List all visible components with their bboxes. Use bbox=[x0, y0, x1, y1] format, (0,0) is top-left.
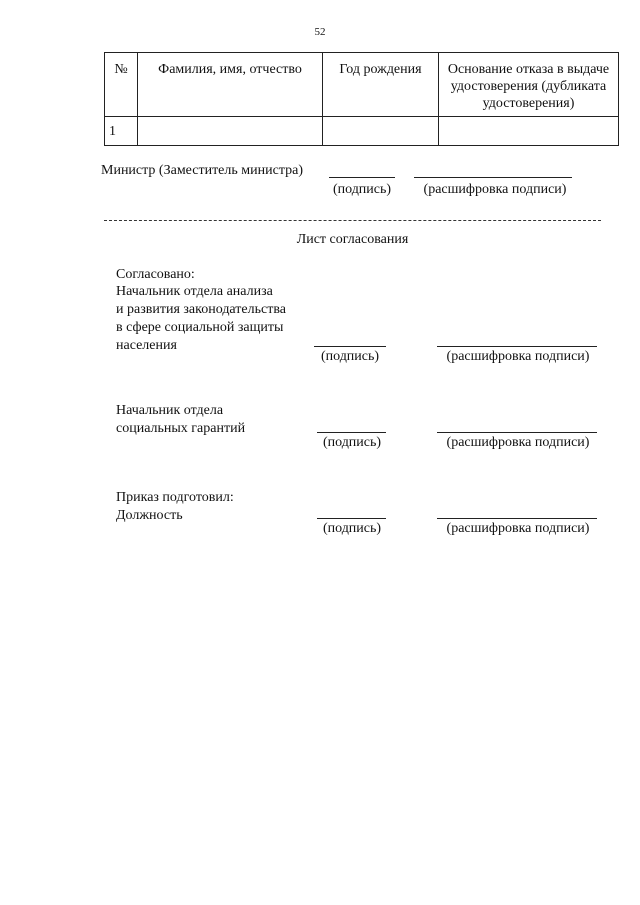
table-cell-refusal-reason bbox=[439, 117, 619, 146]
approval-position-1 bbox=[116, 283, 286, 355]
decode-line bbox=[437, 518, 597, 519]
minister-decode-caption: (расшифровка подписи) bbox=[423, 182, 567, 197]
signature-line bbox=[317, 518, 386, 519]
table-header-row bbox=[105, 53, 619, 117]
cut-line-divider bbox=[104, 220, 601, 221]
position-line: Приказ подготовил: bbox=[116, 490, 234, 505]
signature-line bbox=[317, 432, 386, 433]
approval-sheet-title: Лист согласования bbox=[296, 232, 409, 247]
header-number: № bbox=[105, 53, 138, 117]
header-birth-year: Год рождения bbox=[323, 53, 439, 117]
position-line: социальных гарантий bbox=[116, 421, 246, 436]
minister-signature-line bbox=[329, 177, 395, 178]
decode-line bbox=[437, 346, 597, 347]
minister-decode-line bbox=[414, 177, 572, 178]
signature-caption: (подпись) bbox=[320, 349, 380, 364]
position-line: населения bbox=[116, 338, 177, 353]
position-line: и развития законодательства bbox=[116, 302, 286, 317]
decode-line bbox=[437, 432, 597, 433]
signature-caption: (подпись) bbox=[322, 521, 382, 536]
position-line: Должность bbox=[116, 508, 183, 523]
minister-title: Министр (Заместитель министра) bbox=[101, 163, 303, 178]
minister-signature-caption: (подпись) bbox=[332, 182, 392, 197]
approval-position-3 bbox=[116, 489, 234, 525]
position-line: в сфере социальной защиты bbox=[116, 320, 284, 335]
signature-line bbox=[314, 346, 386, 347]
table-cell-number: 1 bbox=[105, 117, 138, 146]
table-row bbox=[105, 117, 619, 146]
header-full-name: Фамилия, имя, отчество bbox=[138, 53, 323, 117]
table-cell-birth-year bbox=[323, 117, 439, 146]
approval-position-2 bbox=[116, 402, 245, 438]
table-cell-full-name bbox=[138, 117, 323, 146]
decode-caption: (расшифровка подписи) bbox=[446, 435, 590, 450]
signature-caption: (подпись) bbox=[322, 435, 382, 450]
page-number: 52 bbox=[314, 26, 326, 38]
decode-caption: (расшифровка подписи) bbox=[446, 349, 590, 364]
decode-caption: (расшифровка подписи) bbox=[446, 521, 590, 536]
position-line: Начальник отдела анализа bbox=[116, 284, 273, 299]
approval-agreed-label: Согласовано: bbox=[116, 267, 195, 282]
header-refusal-reason: Основание отказа в выдаче удостоверения (дубликата удостоверения) bbox=[439, 53, 619, 117]
position-line: Начальник отдела bbox=[116, 403, 224, 418]
refusal-register-table bbox=[104, 52, 619, 146]
